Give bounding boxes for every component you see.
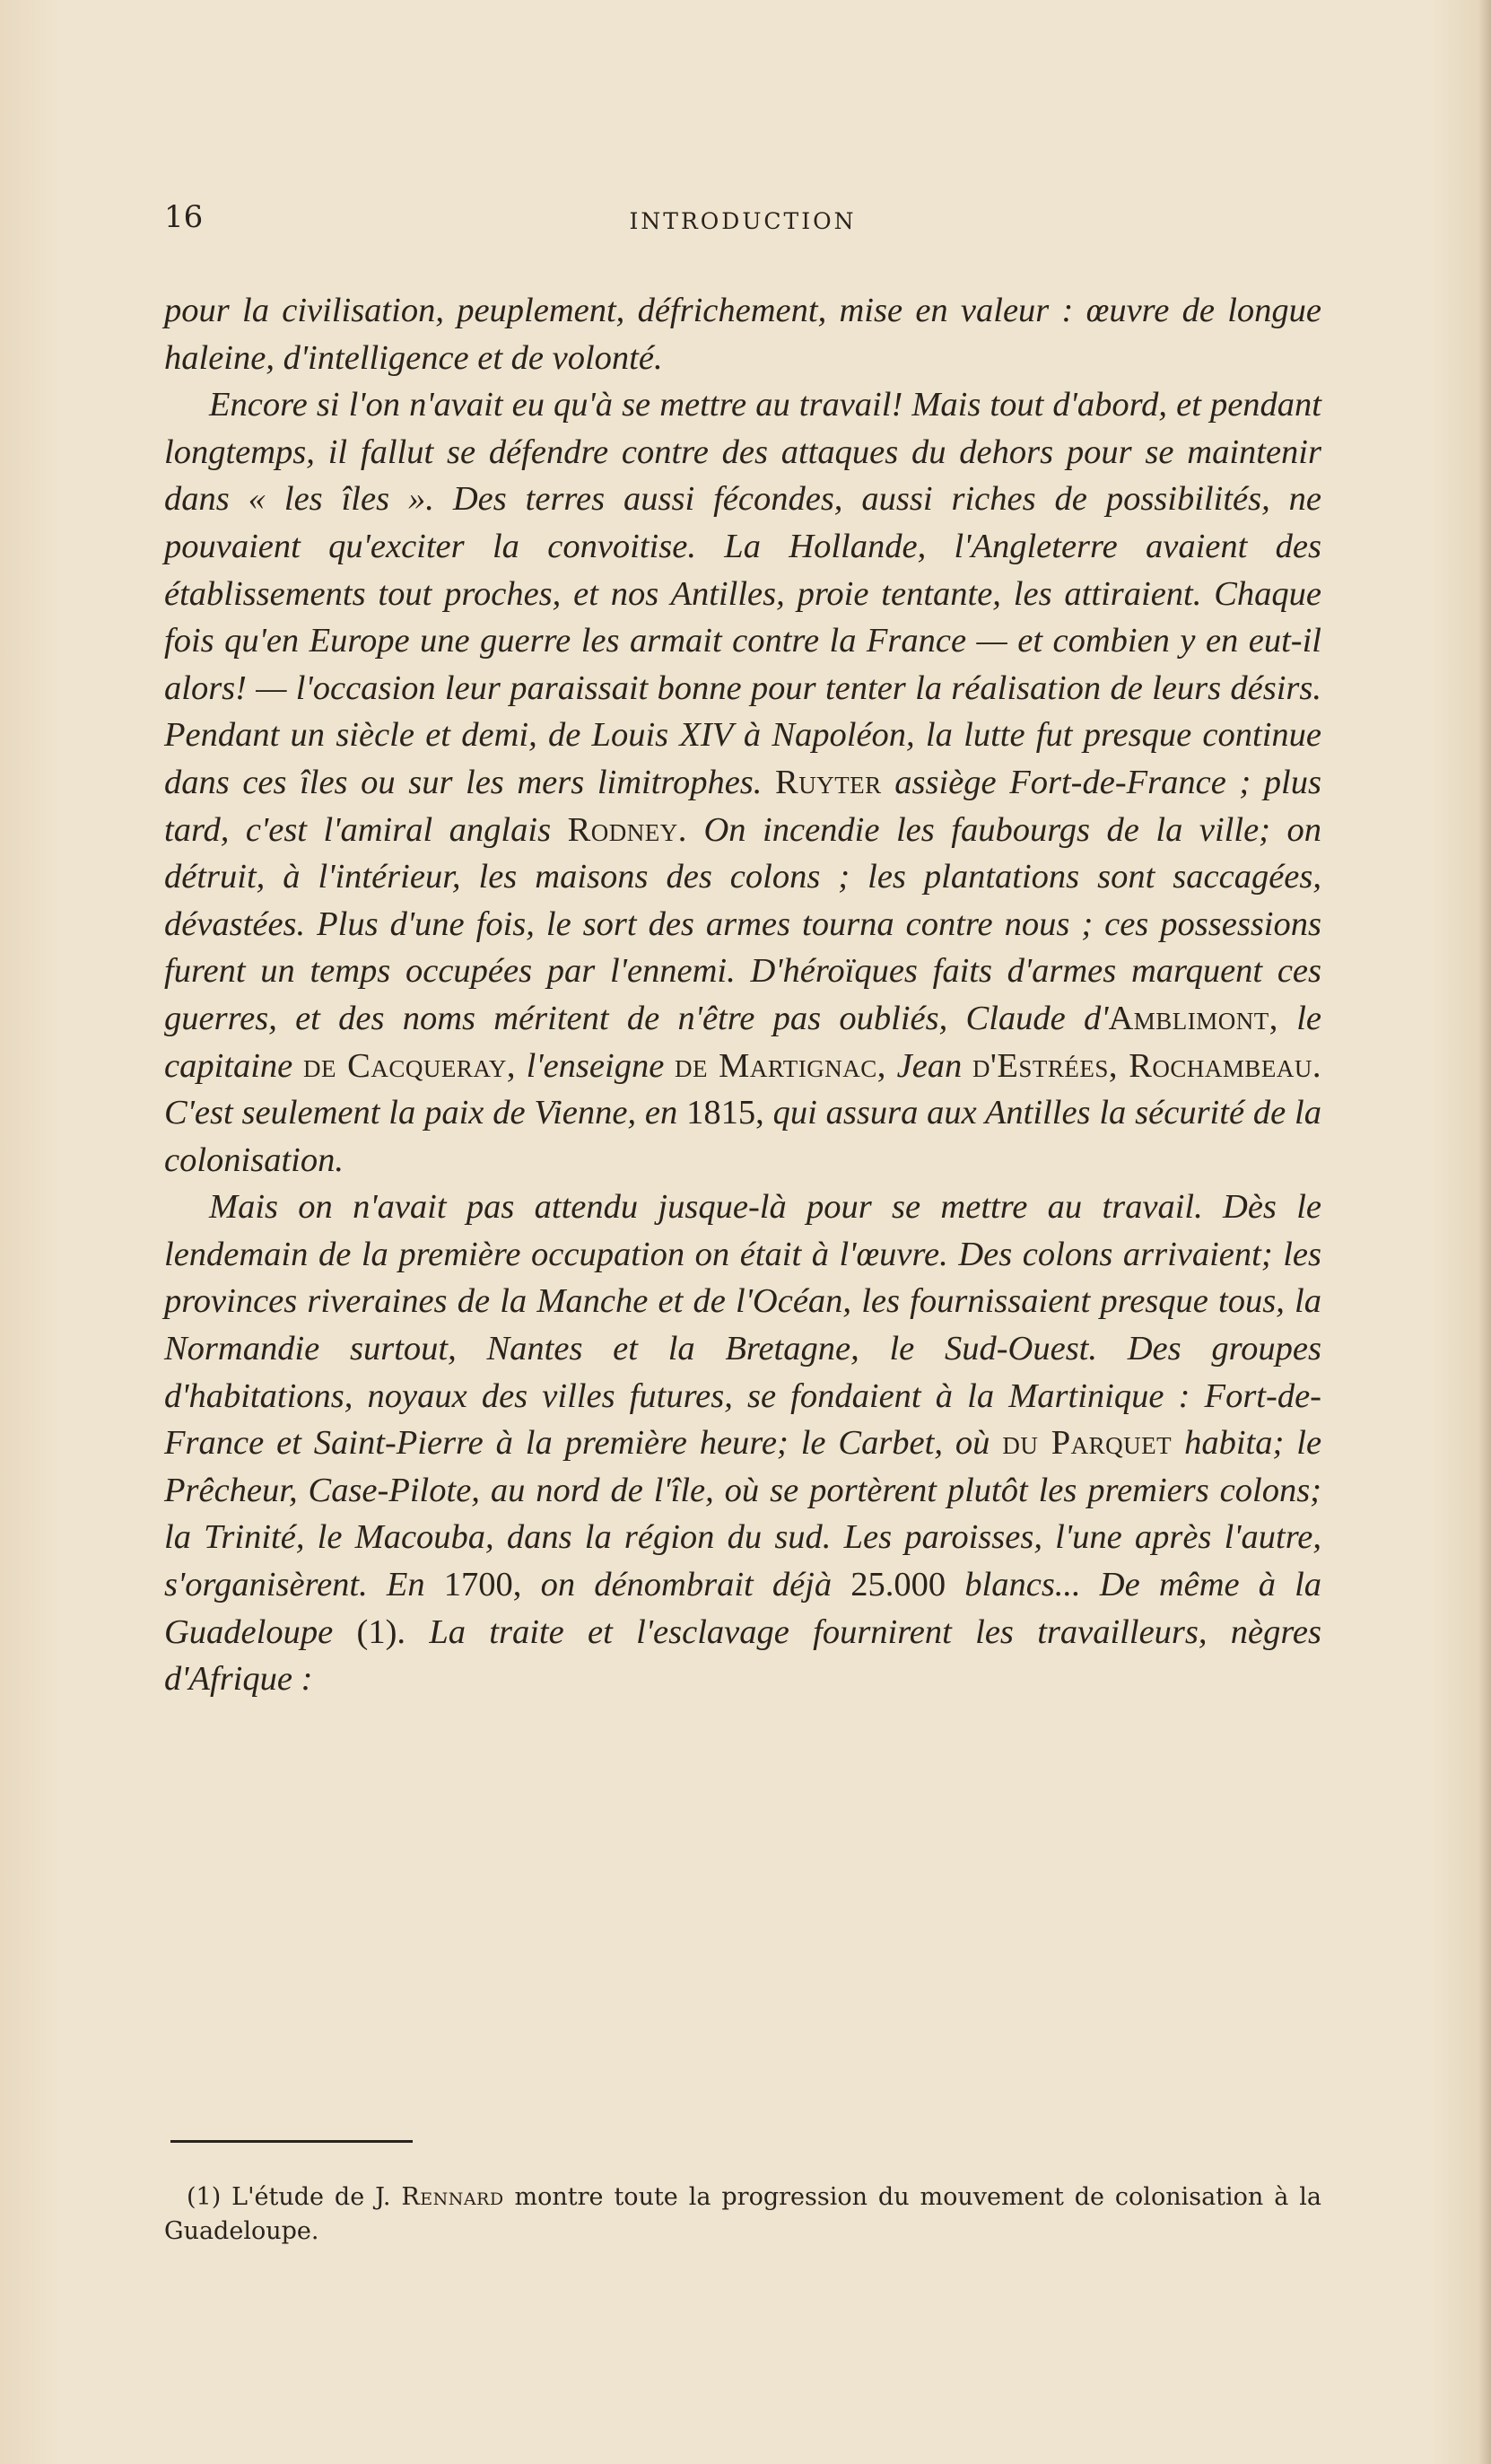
person-name: de Cacqueray, [302,1046,516,1085]
paragraph-text: Jean [896,1046,963,1085]
paragraph-text: l'enseigne [526,1046,665,1085]
person-name: du Parquet [1002,1424,1173,1463]
paragraph-text: Mais on n'avait pas attendu jusque-là pour se mettre au travail. Dès le lendemain de la première occupation on était à l'œuvre. Des colons arrivaient; les provinces riveraines de la Manche et de l'Océan, les fournissaient presque tous, la Normandie surtout, Nantes et la Bretagne, le Sud-Ouest. Des groupes d'habitations, noyaux des villes futures, se fondaient à la Martinique : Fort-de-France et Saint-Pierre à la première heure; le Carbet, où [164,1188,1321,1463]
footnote-reference: (1). [356,1612,406,1651]
population-count: 25.000 [850,1566,946,1604]
paragraph-3 [164,1184,1321,1703]
paragraph-text: C'est seulement la paix de Vienne, en [164,1094,678,1132]
paragraph-text: on dénombrait déjà [540,1566,833,1604]
body-text [164,287,1321,1703]
person-name: d'Estrées, Rochambeau. [972,1046,1322,1085]
footnote-1 [164,2180,1321,2249]
footnote-text: montre toute la progression du mouvement de colonisation à la Guadeloupe. [164,2183,1321,2245]
paragraph-1 [164,287,1321,381]
year: 1815, [686,1094,764,1132]
paragraph-text: le capitaine [164,999,1321,1085]
page-header [164,199,1321,249]
paragraph-text: assiège Fort-de-France ; plus tard, c'est l'amiral anglais [164,763,1321,849]
paragraph-text: habita; le Prêcheur, Case-Pilote, au nord de l'île, où se portèrent plutôt les premiers colons; la Trinité, le Macouba, dans la région du sud. Les paroisses, l'une après l'autre, s'organisèrent. En [164,1424,1322,1604]
person-name: Rennard [401,2183,504,2211]
footnote-text: (1) L'étude de J. [187,2183,391,2211]
person-name: Rodney. [567,810,687,849]
paragraph-text: blancs... De même à la Guadeloupe [164,1566,1322,1651]
running-head: INTRODUCTION [629,208,857,234]
person-name: Ruyter [775,763,882,801]
page-edge-shadow [1478,0,1491,2464]
person-name: de Martignac, [674,1046,886,1085]
paragraph-text: On incendie les faubourgs de la ville; on détruit, à l'intérieur, les maisons des colons ; les plantations sont saccagées, dévastées. Plus d'une fois, le sort des armes tourna contre nous ; ces possessions furent un temps occupées par l'ennemi. D'héroïques faits d'armes marquent ces guerres, et des noms méritent de n'être pas oubliés, Claude d' [164,810,1322,1037]
person-name: Amblimont, [1108,999,1278,1037]
paragraph-text: Encore si l'on n'avait eu qu'à se mettre au travail! Mais tout d'abord, et pendant longtemps, il fallut se défendre contre des attaques du dehors pour se maintenir dans « les îles ». Des terres aussi fécondes, aussi riches de possibilités, ne pouvaient qu'exciter la convoitise. La Hollande, l'Angleterre avaient des établissements tout proches, et nos Antilles, proie tentante, les attiraient. Chaque fois qu'en Europe une guerre les armait contre la France — et combien y en eut-il alors! — l'occasion leur paraissait bonne pour tenter la réalisation de leurs désirs. Pendant un siècle et demi, de Louis XIV à Napoléon, la lutte fut presque continue dans ces îles ou sur les mers limitrophes. [164,386,1321,801]
year: 1700, [443,1566,522,1604]
footnote [164,2180,1321,2249]
paragraph-2 [164,381,1321,1184]
paragraph-text: qui assura aux Antilles la sécurité de la colonisation. [164,1094,1321,1179]
page-number: 16 [164,199,204,235]
footnote-divider [170,2140,413,2143]
paragraph-text: La traite et l'esclavage fournirent les travailleurs, nègres d'Afrique : [164,1612,1322,1699]
paragraph-text: pour la civilisation, peuplement, défrichement, mise en valeur : œuvre de longue haleine, d'intelligence et de volonté. [164,292,1321,377]
